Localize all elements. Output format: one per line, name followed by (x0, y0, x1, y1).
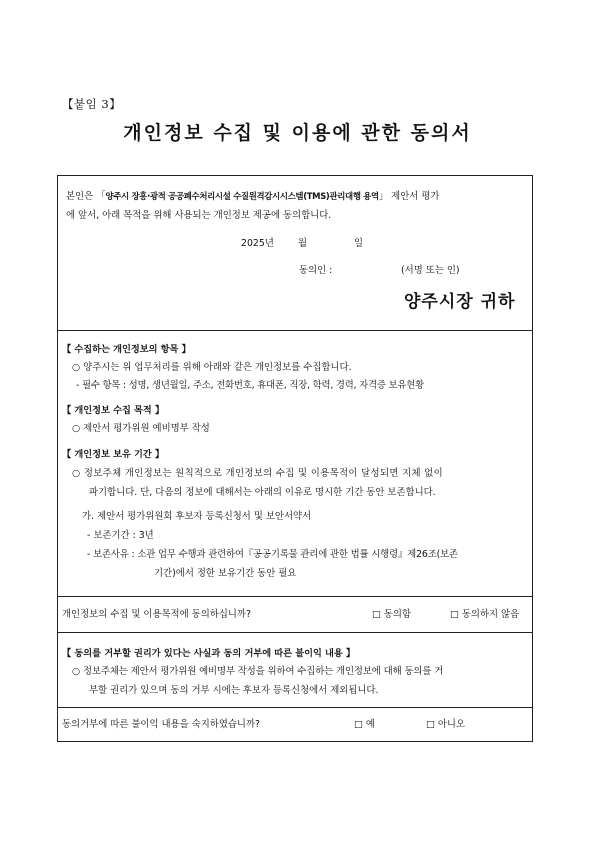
retention-heading: 【 개인정보 보유 기간 】 (62, 449, 165, 460)
consent-statement (58, 176, 532, 331)
retention-reason-1: - 보존사유 : 소관 업무 수행과 관련하여『공공기록물 관리에 관한 법률 시행령』제26조(보존 (87, 549, 458, 560)
question-acknowledge-text: 동의거부에 따른 불이익 내용을 숙지하였습니까? (62, 719, 261, 730)
yes-checkbox[interactable]: □ 예 (354, 719, 375, 730)
question-consent-text: 개인정보의 수집 및 이용목적에 동의하십니까? (62, 609, 251, 620)
retention-line-2: 파기합니다. 단, 다음의 정보에 대해서는 아래의 이유로 명시한 기간 동안 보존합니다. (89, 487, 436, 498)
disagree-checkbox[interactable]: □ 동의하지 않음 (450, 609, 520, 620)
refusal-heading: 【 동의를 거부할 권리가 있다는 사실과 동의 거부에 따른 불이익 내용 】 (62, 648, 356, 659)
date-day: 일 (354, 238, 364, 249)
intro-prefix: 본인은 「 (66, 191, 106, 202)
consent-form (57, 175, 533, 742)
items-line-1: ○ 양주시는 위 업무처리를 위해 아래와 같은 개인정보를 수집합니다. (72, 362, 352, 373)
no-checkbox[interactable]: □ 아니오 (426, 719, 466, 730)
items-heading: 【 수집하는 개인정보의 항목 】 (62, 344, 191, 355)
intro-suffix: 」 제안서 평가 (378, 191, 440, 202)
retention-line-1: ○ 정보주체 개인정보는 원칙적으로 개인정보의 수집 및 이용목적이 달성되면 지체 없이 (72, 468, 444, 479)
date-year: 2025년 (241, 238, 274, 249)
date-month: 월 (298, 238, 308, 249)
refusal-section (58, 632, 532, 708)
retention-subheading: 가. 제안서 평가위원회 후보자 등록신청서 및 보안서약서 (82, 511, 312, 522)
info-sections (58, 330, 532, 597)
sign-note: (서명 또는 인) (401, 265, 460, 276)
project-name: 양주시 장흥·광적 공공폐수처리시설 수질원격감시시스템(TMS)관리대행 용역 (105, 191, 379, 201)
refusal-line-2: 부할 권리가 있으며 동의 거부 시에는 후보자 등록신청에서 제외됩니다. (89, 685, 379, 696)
addressee: 양주시장 귀하 (404, 292, 516, 312)
refusal-line-1: ○ 정보주체는 제안서 평가위원 예비명부 작성을 위하여 수집하는 개인정보에 대해 동의를 거 (72, 666, 444, 677)
question-acknowledge-row (58, 707, 532, 741)
signer-label: 동의인 : (299, 265, 333, 276)
consent-intro-line-2: 에 앞서, 아래 목적을 위해 사용되는 개인정보 제공에 동의합니다. (66, 210, 332, 221)
retention-reason-2: 기간)에서 정한 보유기간 동안 필요 (154, 568, 297, 579)
purpose-line-1: ○ 제안서 평가위원 예비명부 작성 (72, 423, 210, 434)
retention-period: - 보존기간 : 3년 (87, 530, 154, 541)
question-consent-row (58, 596, 532, 633)
page-title: 개인정보 수집 및 이용에 관한 동의서 (123, 122, 472, 144)
agree-checkbox[interactable]: □ 동의함 (372, 609, 412, 620)
consent-intro-line (66, 190, 439, 203)
purpose-heading: 【 개인정보 수집 목적 】 (62, 405, 165, 416)
attachment-label: 【붙임 3】 (62, 97, 122, 111)
items-line-2: - 필수 항목 : 성명, 생년월일, 주소, 전화번호, 휴대폰, 직장, 학력, 경력, 자격증 보유현황 (76, 380, 424, 391)
